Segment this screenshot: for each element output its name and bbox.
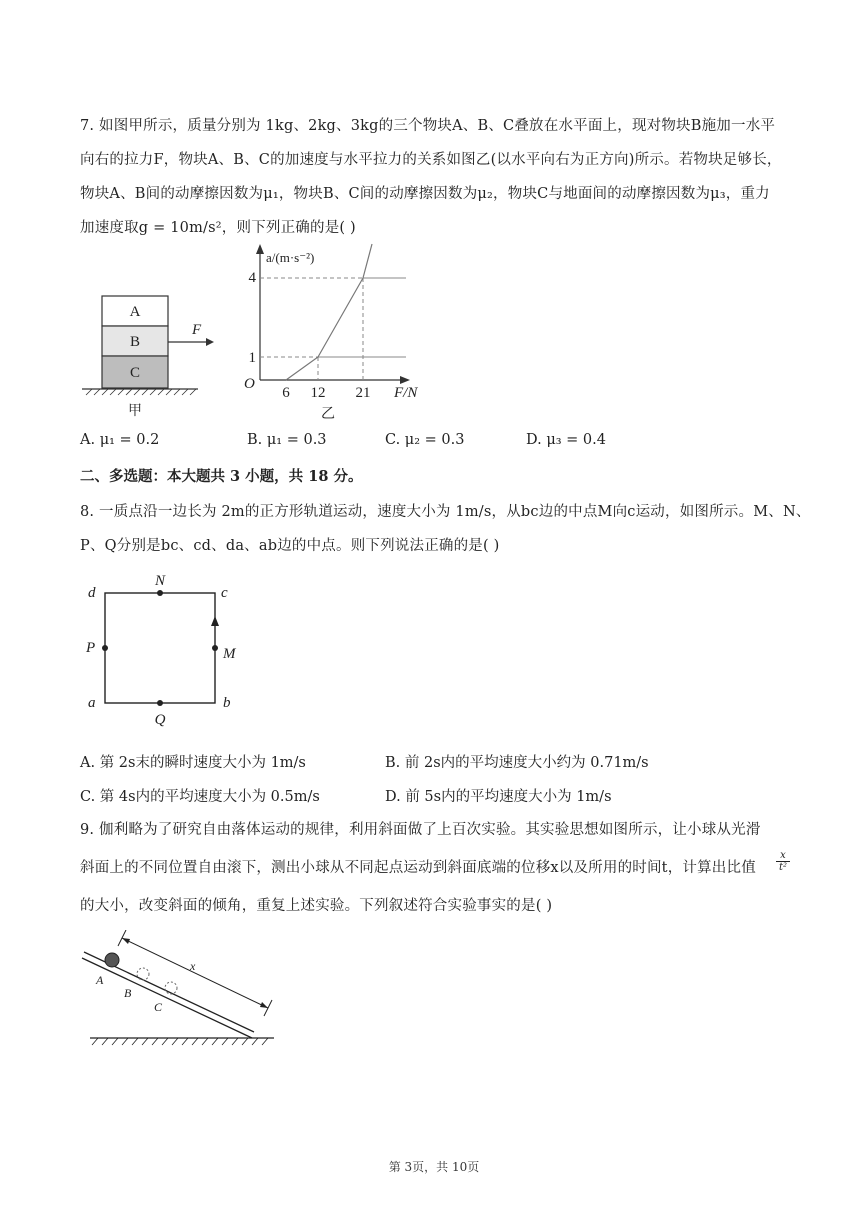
q9-ratio-fraction — [776, 850, 790, 873]
ratio-denominator: t² — [778, 862, 788, 873]
ball-position-c — [165, 982, 177, 994]
ground-hatch — [92, 1038, 268, 1045]
label-a: A — [96, 973, 104, 987]
block-a-label: A — [129, 304, 141, 320]
q8-line-1: 8. 一质点沿一边长为 2m的正方形轨道运动，速度大小为 1m/s，从bc边的中点M向c运动，如图所示。M、N、 — [80, 504, 811, 520]
y-axis-label: a/(m·s⁻²) — [266, 250, 315, 265]
point-m — [212, 645, 218, 651]
force-arrow-head — [206, 338, 214, 346]
label-b: b — [223, 695, 231, 711]
label-n: N — [154, 573, 166, 589]
q8-line-2: P、Q分别是bc、cd、da、ab边的中点。则下列说法正确的是( ) — [80, 538, 500, 554]
figure-yi-caption: 乙 — [321, 406, 335, 422]
y-tick-4: 4 — [248, 270, 256, 286]
ratio-numerator: x — [776, 850, 790, 862]
force-label: F — [192, 322, 202, 338]
q9-line-1: 9. 伽利略为了研究自由落体运动的规律，利用斜面做了上百次实验。其实验思想如图所示，让小球从光滑 — [80, 822, 761, 838]
q8-option-d[interactable]: D. 前 5s内的平均速度大小为 1m/s — [385, 789, 612, 805]
label-q: Q — [154, 712, 166, 728]
q7-option-c[interactable]: C. μ₂ = 0.3 — [385, 432, 465, 448]
figure-yi — [236, 240, 436, 425]
x-axis-label: F/N — [394, 385, 418, 401]
figure-incline — [78, 930, 288, 1055]
label-d: d — [88, 585, 96, 601]
ball-position-a — [105, 953, 119, 967]
square-track — [105, 593, 215, 703]
q8-option-b[interactable]: B. 前 2s内的平均速度大小约为 0.71m/s — [385, 755, 649, 771]
q9-line-3: 的大小，改变斜面的倾角，重复上述实验。下列叙述符合实验事实的是( ) — [80, 898, 553, 914]
x-tick-12: 12 — [310, 385, 326, 401]
point-p — [102, 645, 108, 651]
ball-position-b — [137, 968, 149, 980]
label-b: B — [124, 986, 132, 1000]
displacement-line — [122, 938, 268, 1008]
q7-line-4: 加速度取g = 10m/s²，则下列正确的是( ) — [80, 220, 356, 236]
x-tick-21: 21 — [355, 385, 371, 401]
curve-a-vs-f — [286, 278, 363, 380]
q7-option-b[interactable]: B. μ₁ = 0.3 — [247, 432, 327, 448]
y-tick-1: 1 — [248, 350, 256, 366]
label-c: C — [154, 1000, 163, 1014]
label-c: c — [221, 585, 228, 601]
q7-option-a[interactable]: A. μ₁ = 0.2 — [80, 432, 160, 448]
label-p: P — [86, 640, 96, 656]
q8-option-a[interactable]: A. 第 2s末的瞬时速度大小为 1m/s — [80, 755, 306, 771]
figure-square-track — [78, 568, 258, 728]
x-tick-6: 6 — [282, 385, 290, 401]
block-c-label: C — [129, 365, 141, 381]
q7-option-d[interactable]: D. μ₃ = 0.4 — [526, 432, 606, 448]
label-x: x — [190, 959, 196, 973]
curve-a-vs-f-extend — [363, 244, 372, 278]
q8-option-c[interactable]: C. 第 4s内的平均速度大小为 0.5m/s — [80, 789, 320, 805]
point-q — [157, 700, 163, 706]
q7-line-1: 7. 如图甲所示，质量分别为 1kg、2kg、3kg的三个物块A、B、C叠放在水平面上，现对物块B施加一水平 — [80, 118, 776, 134]
y-axis-arrow — [256, 244, 264, 254]
point-n — [157, 590, 163, 596]
figure-jia-caption: 甲 — [128, 403, 142, 419]
section-heading-multi-choice: 二、多选题：本大题共 3 小题，共 18 分。 — [80, 468, 363, 485]
q7-line-3: 物块A、B间的动摩擦因数为μ₁，物块B、C间的动摩擦因数为μ₂，物块C与地面间的动摩擦因数为μ₃，重力 — [80, 186, 770, 202]
page-footer: 第 3页，共 10页 — [388, 1160, 480, 1174]
origin-label: O — [244, 376, 255, 392]
displacement-arrow-end — [260, 1002, 268, 1008]
label-a: a — [88, 695, 96, 711]
direction-arrow — [211, 616, 219, 626]
x-axis-arrow — [400, 376, 410, 384]
figure-jia — [78, 290, 228, 420]
incline-bottom-edge — [82, 958, 252, 1038]
ground-hatch — [86, 389, 196, 395]
label-m: M — [223, 646, 236, 662]
block-b-label: B — [129, 334, 141, 350]
displacement-arrow-start — [122, 938, 130, 944]
q9-line-2: 斜面上的不同位置自由滚下，测出小球从不同起点运动到斜面底端的位移x以及所用的时间t，计算出比值 — [80, 860, 756, 876]
q7-line-2: 向右的拉力F，物块A、B、C的加速度与水平拉力的关系如图乙(以水平向右为正方向)所示。若物块足够长， — [80, 152, 782, 168]
